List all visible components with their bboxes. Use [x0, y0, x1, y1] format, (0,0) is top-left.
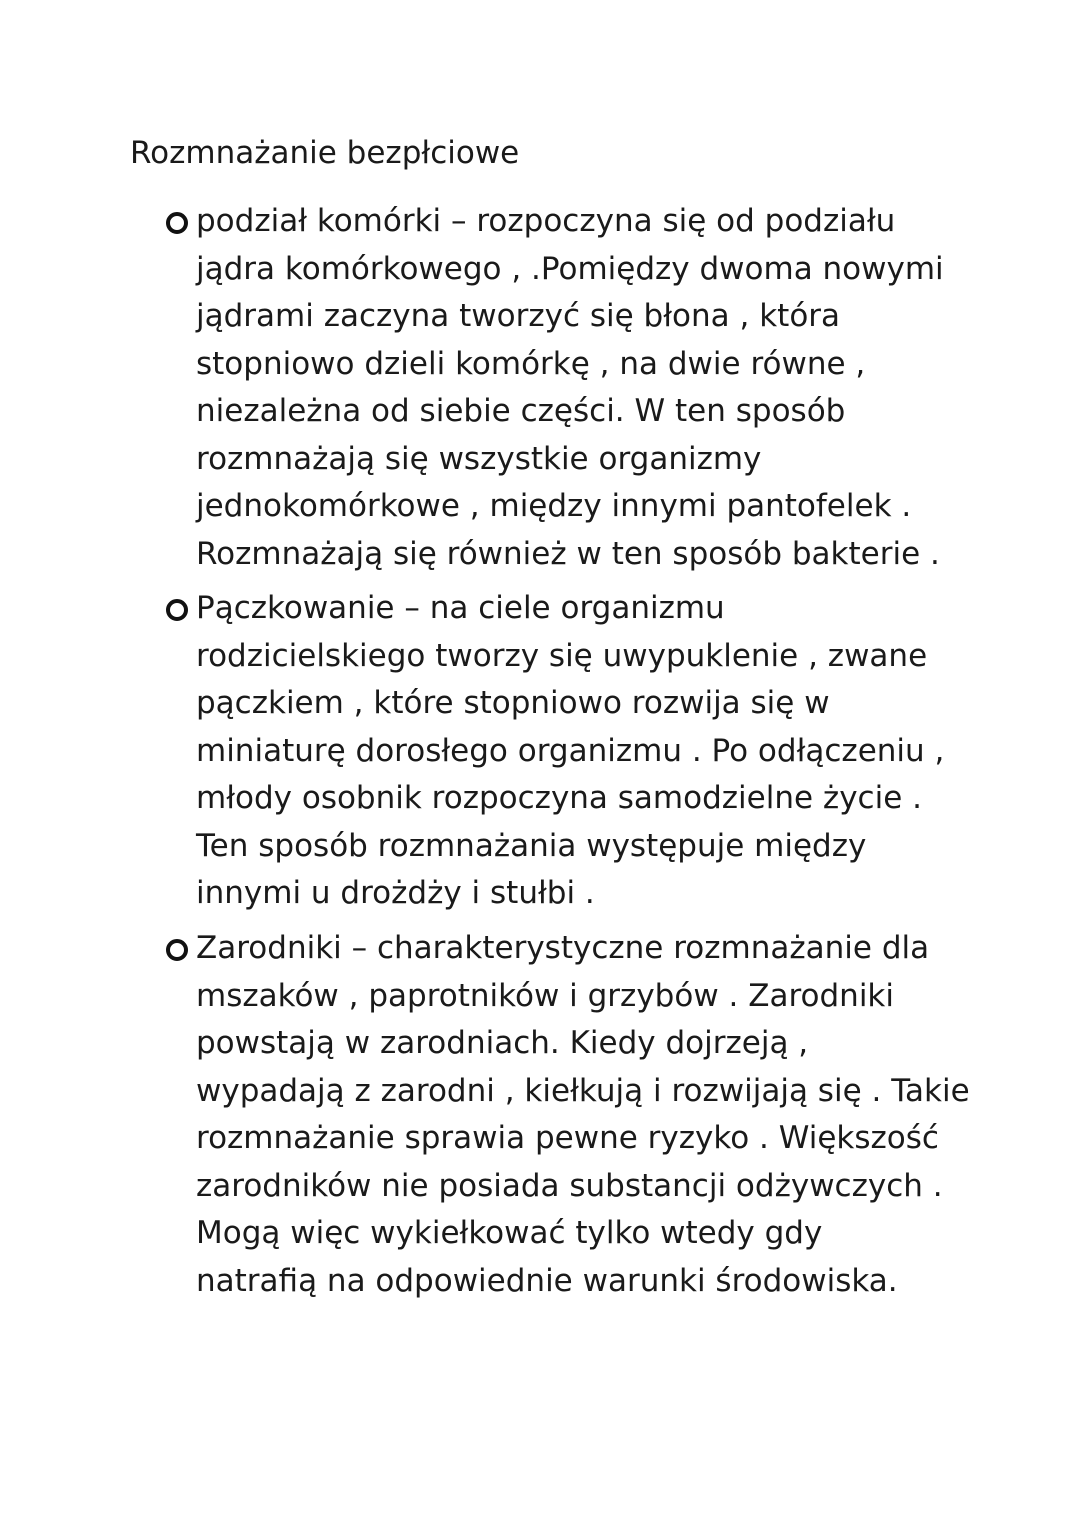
text-line: Rozmnażają się również w ten sposób bakterie .	[196, 535, 940, 572]
text-line: powstają w zarodniach. Kiedy dojrzeją ,	[196, 1025, 809, 1061]
text-line: stopniowo dzieli komórkę , na dwie równe ,	[196, 345, 866, 382]
text-line: Zarodniki – charakterystyczne rozmnażanie dla	[196, 930, 930, 966]
list-item-text	[196, 198, 944, 578]
text-line: natrafią na odpowiednie warunki środowiska.	[196, 1262, 898, 1299]
hollow-circle-bullet-icon	[166, 599, 188, 621]
text-line: jądra komórkowego , .Pomiędzy dwoma nowymi	[196, 250, 944, 287]
list-item-text	[196, 925, 970, 1305]
hollow-circle-bullet-icon	[166, 212, 188, 234]
list-item-text	[196, 585, 944, 918]
text-line: niezależna od siebie części. W ten sposób	[196, 393, 846, 429]
text-line: rodzicielskiego tworzy się uwypuklenie , zwane	[196, 637, 928, 674]
text-line: młody osobnik rozpoczyna samodzielne życie .	[196, 780, 922, 816]
text-line: wypadają z zarodni , kiełkują i rozwijają się . Takie	[196, 1072, 970, 1109]
text-line: rozmnażanie sprawia pewne ryzyko . Większość	[196, 1120, 939, 1156]
text-line: rozmnażają się wszystkie organizmy	[196, 440, 762, 477]
text-line: mszaków , paprotników i grzybów . Zarodniki	[196, 977, 894, 1014]
text-line: Mogą więc wykiełkować tylko wtedy gdy	[196, 1215, 823, 1251]
text-line: zarodników nie posiada substancji odżywczych .	[196, 1167, 943, 1204]
text-line: podział komórki – rozpoczyna się od podziału	[196, 203, 896, 239]
text-line: miniaturę dorosłego organizmu . Po odłączeniu ,	[196, 732, 945, 769]
hollow-circle-bullet-icon	[166, 939, 188, 961]
text-line: Pączkowanie – na ciele organizmu	[196, 590, 725, 626]
text-line: innymi u drożdży i stułbi .	[196, 875, 595, 911]
page-title: Rozmnażanie bezpłciowe	[130, 135, 520, 171]
text-line: pączkiem , które stopniowo rozwija się w	[196, 685, 830, 721]
text-line: jednokomórkowe , między innymi pantofelek .	[196, 488, 912, 524]
text-line: Ten sposób rozmnażania występuje między	[196, 827, 867, 864]
text-line: jądrami zaczyna tworzyć się błona , która	[196, 298, 841, 334]
